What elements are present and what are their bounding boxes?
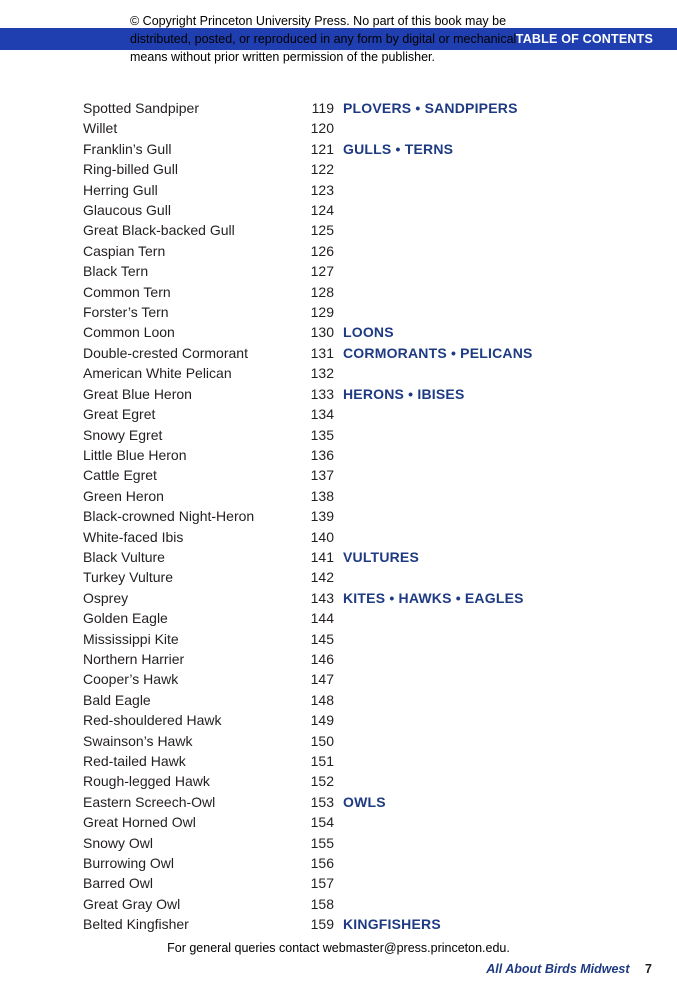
page-ref: 159	[310, 916, 334, 933]
page-ref: 144	[310, 610, 334, 627]
species-name: Snowy Egret	[83, 426, 163, 443]
page-ref: 149	[310, 712, 334, 729]
page-ref: 156	[310, 855, 334, 872]
page-ref: 151	[310, 753, 334, 769]
page-ref: 130	[310, 324, 334, 341]
toc-row	[83, 527, 543, 547]
toc-row	[83, 506, 543, 526]
species-name: Forster’s Tern	[83, 304, 169, 321]
page-ref: 152	[310, 773, 334, 790]
species-name: Great Blue Heron	[83, 385, 192, 402]
species-name: Northern Harrier	[83, 650, 185, 667]
species-name: White-faced Ibis	[83, 528, 184, 545]
toc-row	[83, 710, 543, 730]
page-ref: 155	[310, 834, 334, 851]
page-ref: 128	[310, 283, 334, 300]
toc-row	[83, 649, 543, 669]
page-ref: 139	[310, 508, 334, 525]
species-name: Green Heron	[83, 487, 164, 504]
page-footer	[486, 962, 652, 976]
species-name: Cattle Egret	[83, 467, 157, 484]
page-ref: 143	[310, 589, 334, 606]
species-name: Bald Eagle	[83, 691, 151, 708]
toc-row	[83, 404, 543, 424]
toc-row	[83, 322, 543, 342]
table-of-contents	[83, 98, 543, 935]
page-ref: 133	[310, 385, 334, 402]
toc-row	[83, 751, 543, 771]
species-name: Little Blue Heron	[83, 446, 187, 463]
toc-row	[83, 302, 543, 322]
toc-row	[83, 241, 543, 261]
group-heading: KITES • HAWKS • EAGLES	[343, 589, 524, 606]
page-ref: 140	[310, 528, 334, 545]
group-heading: PLOVERS • SANDPIPERS	[343, 100, 518, 116]
toc-row	[83, 833, 543, 853]
page-ref: 134	[310, 406, 334, 423]
toc-row	[83, 792, 543, 812]
toc-row	[83, 812, 543, 832]
toc-row	[83, 180, 543, 200]
toc-row	[83, 547, 543, 567]
section-title: TABLE OF CONTENTS	[515, 32, 653, 46]
species-name: Rough-legged Hawk	[83, 773, 210, 790]
toc-row	[83, 771, 543, 791]
species-name: Snowy Owl	[83, 834, 154, 851]
page-ref: 137	[310, 467, 334, 484]
page-ref: 122	[310, 161, 334, 178]
page-number: 7	[645, 962, 652, 976]
group-heading: CORMORANTS • PELICANS	[343, 344, 533, 361]
toc-row	[83, 588, 543, 608]
toc-row	[83, 567, 543, 587]
species-name: Red-shouldered Hawk	[83, 712, 222, 729]
page-ref: 129	[310, 304, 334, 321]
species-name: Osprey	[83, 589, 129, 606]
toc-row	[83, 445, 543, 465]
page-ref: 125	[310, 222, 334, 239]
toc-row	[83, 261, 543, 281]
toc-row	[83, 139, 543, 159]
page-ref: 124	[310, 202, 334, 219]
species-name: Swainson’s Hawk	[83, 732, 193, 749]
species-name: Common Loon	[83, 324, 175, 341]
species-name: Cooper’s Hawk	[83, 671, 179, 688]
species-name: Herring Gull	[83, 181, 158, 198]
page-ref: 127	[310, 263, 334, 280]
toc-row	[83, 220, 543, 240]
toc-row	[83, 282, 543, 302]
contact-line: For general queries contact webmaster@press.princeton.edu.	[167, 941, 510, 955]
page-ref: 131	[310, 344, 334, 361]
species-name: Belted Kingfisher	[83, 916, 189, 933]
page-ref: 138	[310, 487, 334, 504]
group-heading: VULTURES	[343, 548, 420, 565]
page-ref: 141	[310, 548, 334, 565]
toc-row	[83, 669, 543, 689]
page-ref: 154	[310, 814, 334, 831]
species-name: Spotted Sandpiper	[83, 100, 199, 116]
species-name: Caspian Tern	[83, 242, 166, 259]
toc-row	[83, 914, 543, 934]
species-name: Barred Owl	[83, 875, 154, 892]
toc-row	[83, 159, 543, 179]
page-ref: 135	[310, 426, 334, 443]
copyright-notice: © Copyright Princeton University Press. No part of this book may be distributed, posted, or reproduced in any form by digital or mechanical means without prior written permission of the publisher.	[130, 14, 517, 64]
page-ref: 121	[310, 140, 334, 157]
species-name: Great Black-backed Gull	[83, 222, 235, 239]
species-name: Great Horned Owl	[83, 814, 196, 831]
toc-row	[83, 608, 543, 628]
toc-row	[83, 629, 543, 649]
species-name: Black Vulture	[83, 548, 165, 565]
page-ref: 132	[310, 365, 334, 382]
page-ref: 148	[310, 691, 334, 708]
page-ref: 158	[310, 895, 334, 912]
page-ref: 146	[310, 650, 334, 667]
species-name: Ring-billed Gull	[83, 161, 178, 178]
toc-row	[83, 465, 543, 485]
page-ref: 153	[310, 793, 334, 810]
toc-row	[83, 690, 543, 710]
page-ref: 126	[310, 242, 334, 259]
page-ref: 145	[310, 630, 334, 647]
toc-row	[83, 343, 543, 363]
page-ref: 150	[310, 732, 334, 749]
toc-row	[83, 731, 543, 751]
page-ref: 120	[310, 120, 334, 137]
toc-row	[83, 384, 543, 404]
species-name: Black-crowned Night-Heron	[83, 508, 255, 525]
toc-row	[83, 200, 543, 220]
page-ref: 119	[311, 100, 334, 116]
toc-row	[83, 853, 543, 873]
page-ref: 147	[310, 671, 334, 688]
toc-row	[83, 894, 543, 914]
species-name: Mississippi Kite	[83, 630, 179, 647]
group-heading: GULLS • TERNS	[343, 140, 454, 157]
species-name: Golden Eagle	[83, 610, 168, 627]
group-heading: OWLS	[343, 793, 386, 810]
page-ref: 123	[310, 181, 334, 198]
group-heading: LOONS	[343, 324, 394, 341]
book-title: All About Birds Midwest	[486, 962, 630, 976]
species-name: Franklin’s Gull	[83, 140, 172, 157]
species-name: Great Egret	[83, 406, 156, 423]
toc-row	[83, 98, 543, 118]
species-name: Eastern Screech-Owl	[83, 793, 216, 810]
species-name: Black Tern	[83, 263, 149, 280]
toc-row	[83, 363, 543, 383]
species-name: Turkey Vulture	[83, 569, 173, 586]
toc-row	[83, 486, 543, 506]
species-name: Double-crested Cormorant	[83, 344, 248, 361]
species-name: Willet	[83, 120, 118, 137]
species-name: Great Gray Owl	[83, 895, 181, 912]
species-name: Glaucous Gull	[83, 202, 171, 219]
toc-row	[83, 425, 543, 445]
species-name: American White Pelican	[83, 365, 232, 382]
page-ref: 136	[310, 446, 334, 463]
page-ref: 157	[310, 875, 334, 892]
species-name: Burrowing Owl	[83, 855, 175, 872]
species-name: Red-tailed Hawk	[83, 753, 186, 769]
page-ref: 142	[310, 569, 334, 586]
toc-row	[83, 118, 543, 138]
species-name: Common Tern	[83, 283, 171, 300]
toc-row	[83, 873, 543, 893]
group-heading: HERONS • IBISES	[343, 385, 465, 402]
group-heading: KINGFISHERS	[343, 916, 441, 933]
